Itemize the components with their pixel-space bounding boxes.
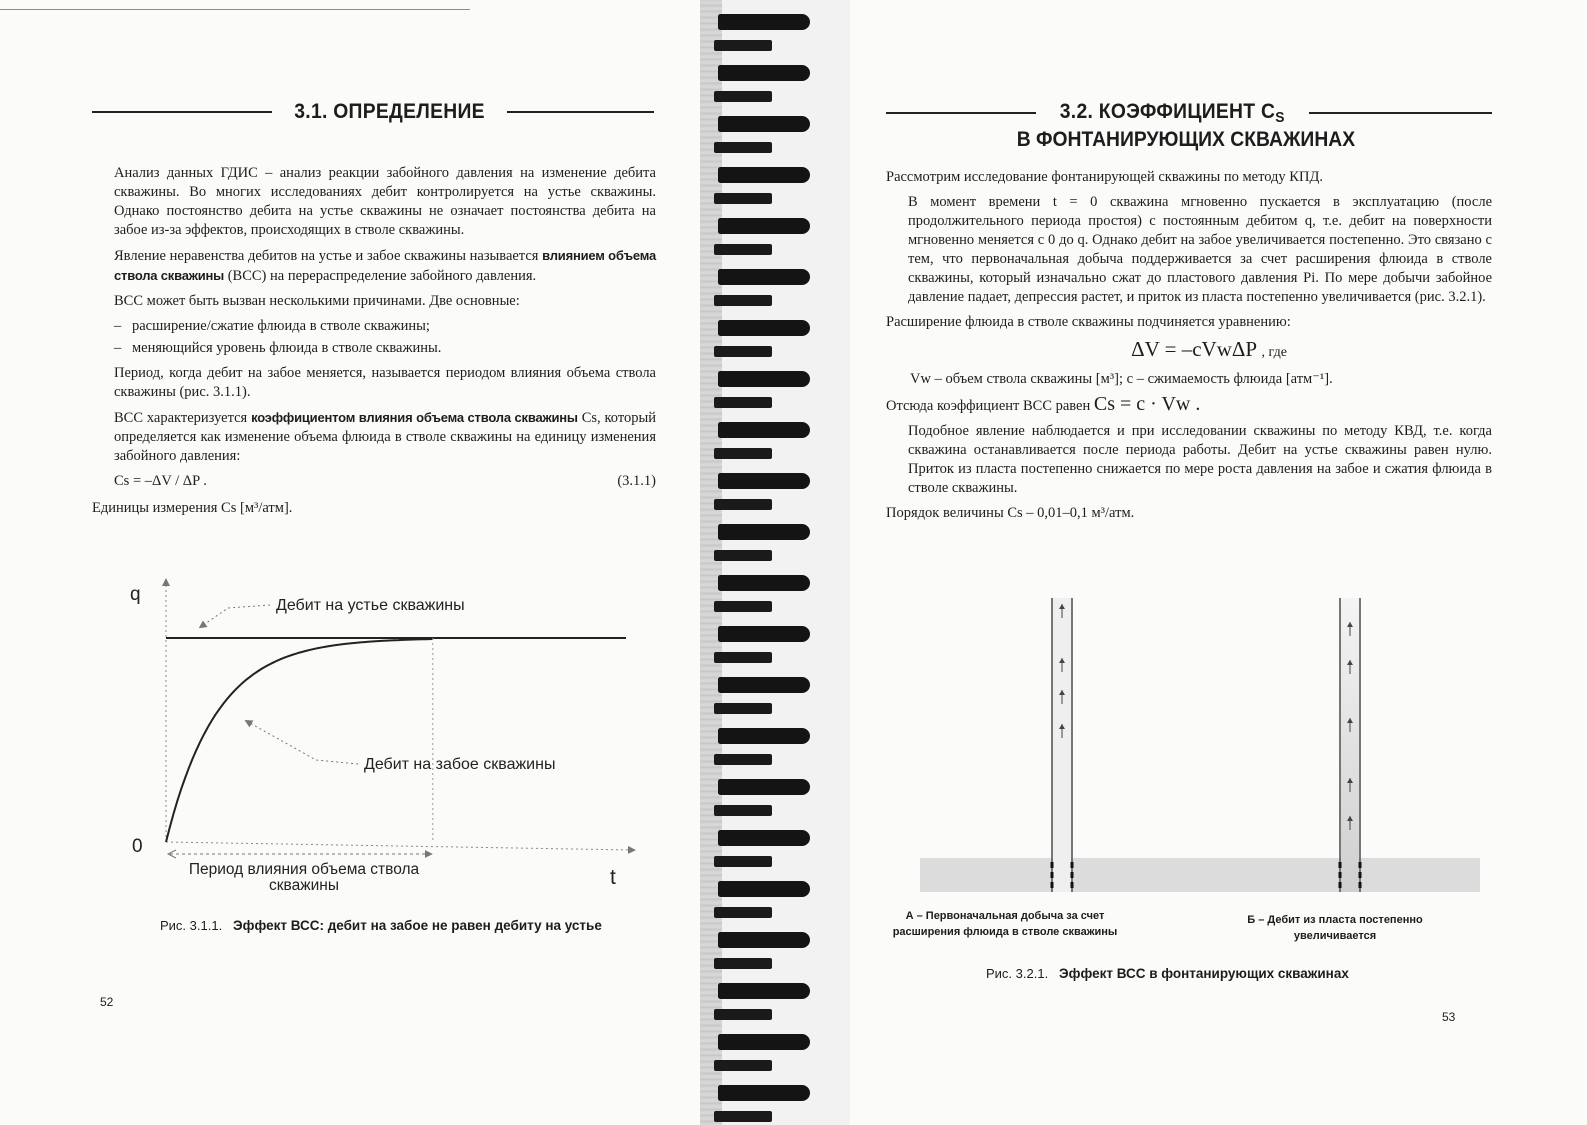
well-a <box>920 598 1292 892</box>
caption-line: увеличивается <box>1293 930 1377 942</box>
binding-coil <box>718 524 810 540</box>
period-label-line2: скважины <box>269 877 339 894</box>
bullet-list <box>92 317 656 358</box>
leader-wellhead <box>202 605 270 626</box>
binding-coil <box>714 448 772 459</box>
section-title-line1 <box>1047 100 1298 126</box>
section-title-line2: В ФОНТАНИРУЮЩИХ СКВАЖИНАХ <box>1016 128 1356 151</box>
binding-coil <box>714 601 772 612</box>
binding-coil <box>718 1085 810 1101</box>
binding-coil <box>714 1060 772 1071</box>
heading-rule-right <box>507 111 654 113</box>
subfigure-caption-a <box>870 908 1140 940</box>
paragraph <box>886 395 1492 416</box>
reservoir-layer <box>1190 858 1480 892</box>
order-value: Cs – 0,01–0,1 м³/атм. <box>1007 505 1135 521</box>
binding-coil <box>718 65 810 81</box>
text-run: , который определяется как изменение объема флюида в стволе скважины на единицу изменения забойного давления: <box>114 410 657 464</box>
binding-coil <box>714 397 772 408</box>
binding-coil <box>718 116 810 132</box>
list-item: – меняющийся уровень флюида в стволе скважины. <box>92 339 656 358</box>
equation-row <box>92 472 656 491</box>
expansion-equation <box>926 337 1492 362</box>
spiral-binding <box>700 0 850 1125</box>
paragraph: Период, когда дебит на забое меняется, называется периодом влияния объема ствола скважины (рис. 3.1.1). <box>114 365 656 400</box>
binding-coil <box>714 295 772 306</box>
binding-coil <box>714 805 772 816</box>
symbol: Cs <box>581 410 598 426</box>
binding-coil <box>714 142 772 153</box>
text-run: Отсюда коэффициент ВСС равен <box>886 398 1094 414</box>
binding-coil <box>714 193 772 204</box>
paragraph <box>92 499 656 518</box>
paragraph <box>92 246 656 286</box>
caption-number: Рис. 3.2.1. <box>986 966 1049 981</box>
paragraph: Vw – объем ствола скважины [м³]; c – сжимаемость флюида [атм⁻¹]. <box>910 371 1333 387</box>
heading-rule-right <box>1309 112 1493 114</box>
section-title: 3.1. ОПРЕДЕЛЕНИЕ <box>294 100 485 123</box>
bold-term: влиянием объема ствола скважины <box>114 248 656 283</box>
binding-coil <box>718 728 810 744</box>
equation: ΔV = –cVwΔP <box>1131 337 1257 361</box>
binding-coil <box>718 422 810 438</box>
paragraph: В момент времени t = 0 скважина мгновенно пускается в эксплуатацию (после продолжительного периода простоя) с постоянным дебитом q, т.е. дебит на поверхности мгновенно меняется с 0 до q. Однако дебит на забое увеличивается постепенно. Это связано с тем, что первоначальная добыча поддерживается за счет расширения флюида в стволе скважины, который изначально сжат до пластового давления Pi. По мере добычи забойное давление падает, депрессия растет, и приток из пласта постепенно увеличивается (рис. 3.2.1). <box>908 194 1492 305</box>
binding-coil <box>714 346 772 357</box>
binding-coil <box>718 14 810 30</box>
binding-coil <box>714 856 772 867</box>
binding-coil <box>718 779 810 795</box>
x-axis <box>166 842 632 850</box>
flow-rate-chart <box>110 570 650 900</box>
wellbore-figure <box>920 590 1480 900</box>
binding-coil <box>714 703 772 714</box>
subfigure-caption-b <box>1220 912 1450 944</box>
binding-coil <box>718 983 810 999</box>
paragraph <box>92 408 656 466</box>
leader-bottomhole <box>248 722 358 764</box>
binding-coil <box>718 881 810 897</box>
binding-coil <box>718 371 810 387</box>
binding-coil <box>714 40 772 51</box>
text-run: (ВСС) на перераспределение забойного давления. <box>224 268 537 284</box>
title-text: 3.2. КОЭФФИЦИЕНТ C <box>1059 100 1276 123</box>
y-axis-label: q <box>130 584 141 605</box>
text-run: Порядок величины <box>886 505 1008 521</box>
period-label-line1: Период влияния объема ствола <box>188 861 420 878</box>
left-page <box>0 0 700 1125</box>
binding-coil <box>714 499 772 510</box>
heading-rule-left <box>92 111 272 113</box>
section-heading-3-1 <box>92 100 654 124</box>
binding-coil <box>714 754 772 765</box>
binding-coil <box>714 550 772 561</box>
caption-line: А – Первоначальная добыча за счет <box>905 910 1105 922</box>
series-label-wellhead: Дебит на устье скважины <box>276 597 465 614</box>
binding-coil <box>714 907 772 918</box>
caption-title: Эффект ВСС в фонтанирующих скважинах <box>1059 966 1349 981</box>
caption-number: Рис. 3.1.1. <box>160 918 223 933</box>
binding-coil <box>718 269 810 285</box>
equation-number: (3.1.1) <box>617 473 656 489</box>
left-body-text <box>92 164 656 524</box>
binding-coil <box>718 473 810 489</box>
list-item: – расширение/сжатие флюида в стволе скважины; <box>92 317 656 336</box>
binding-coil <box>714 652 772 663</box>
binding-coil <box>718 1034 810 1050</box>
caption-title: Эффект ВСС: дебит на забое не равен дебиту на устье <box>233 918 602 933</box>
caption-line: расширения флюида в стволе скважины <box>892 926 1118 938</box>
binding-coil <box>714 1111 772 1122</box>
paragraph: Подобное явление наблюдается и при исследовании скважины по методу КВД, т.е. когда скважина останавливается после периода работы. Дебит на устье скважины равен нулю. Приток из пласта постепенно снижается по мере роста давления на забое и сжатия флюида в стволе скважины. <box>908 423 1492 496</box>
equation: Cs = c · Vw . <box>1093 393 1201 415</box>
binding-coil <box>714 1009 772 1020</box>
paragraph <box>886 504 1492 523</box>
right-body-text <box>886 168 1492 529</box>
binding-coil <box>718 932 810 948</box>
binding-coil <box>718 830 810 846</box>
wellbore-fluid <box>1341 598 1359 892</box>
bold-term: коэффициентом влияния объема ствола скважины <box>251 410 578 425</box>
heading-rule-left <box>886 112 1036 114</box>
equation-tail: , где <box>1261 345 1287 360</box>
text-run: ВСС характеризуется <box>114 410 252 426</box>
right-page <box>850 0 1587 1125</box>
origin-label: 0 <box>132 836 143 857</box>
x-axis-label: t <box>610 866 616 889</box>
binding-coil <box>718 677 810 693</box>
page-number: 52 <box>100 995 114 1009</box>
binding-coil <box>718 320 810 336</box>
binding-coil <box>718 167 810 183</box>
binding-coil <box>718 575 810 591</box>
paragraph: Рассмотрим исследование фонтанирующей скважины по методу КПД. <box>886 169 1323 185</box>
figure-caption-3-2-1 <box>986 966 1349 981</box>
title-subscript: S <box>1275 109 1285 126</box>
binding-coil <box>714 958 772 969</box>
text-run: Единицы измерения <box>92 500 222 516</box>
binding-coil <box>718 626 810 642</box>
caption-line: Б – Дебит из пласта постепенно <box>1247 914 1423 926</box>
section-heading-3-2 <box>886 100 1492 126</box>
paragraph: Анализ данных ГДИС – анализ реакции забойного давления на изменение дебита скважины. Во многих исследованиях дебит контролируется на устье скважины. Однако постоянство дебита на устье скважины не означает постоянства дебита на забое из-за эффектов, происходящих в стволе скважины. <box>114 165 656 238</box>
figure-caption-3-1-1 <box>160 918 602 933</box>
well-b <box>1190 598 1480 892</box>
text-run: Явление неравенства дебитов на устье и забое скважины называется <box>114 248 543 264</box>
binding-coil <box>714 91 772 102</box>
series-line-bottomhole <box>166 639 433 842</box>
paragraph: ВСС может быть вызван несколькими причинами. Две основные: <box>114 293 520 309</box>
binding-coil <box>714 244 772 255</box>
wellbore-fluid <box>1053 598 1071 892</box>
units-value: Cs [м³/атм]. <box>221 500 293 516</box>
binding-coils <box>700 0 850 1125</box>
top-rule <box>0 9 470 10</box>
series-label-bottomhole: Дебит на забое скважины <box>364 756 556 773</box>
page-number: 53 <box>1442 1010 1456 1024</box>
binding-coil <box>718 218 810 234</box>
equation: Cs = –ΔV / ΔP . <box>114 473 207 489</box>
paragraph: Расширение флюида в стволе скважины подчиняется уравнению: <box>886 314 1291 330</box>
